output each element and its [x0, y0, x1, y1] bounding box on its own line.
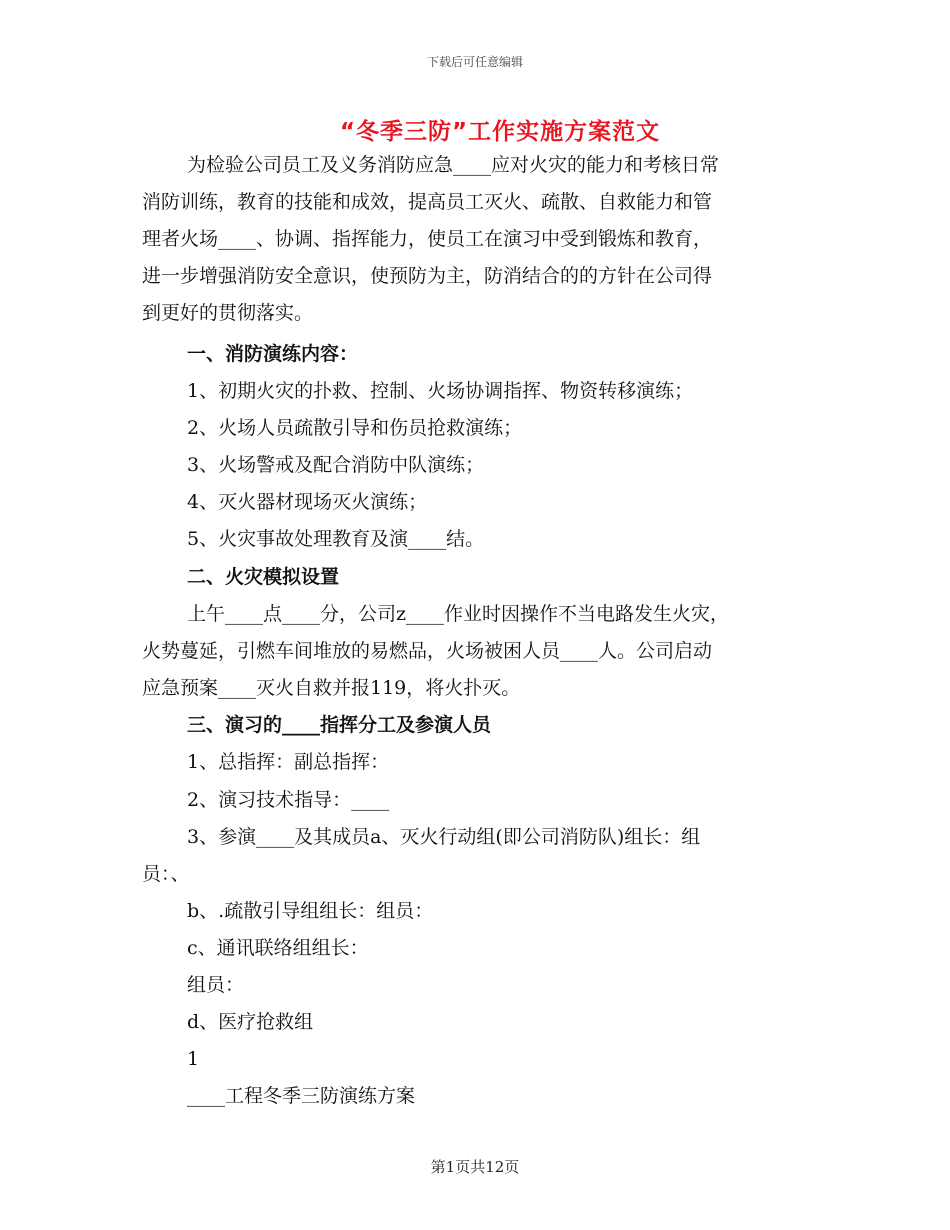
- intro-line-2: 消防训练，教育的技能和成效，提高员工灭火、疏散、自救能力和管: [142, 191, 713, 213]
- intro-line-4: 进一步增强消防安全意识，使预防为主，防消结合的的方针在公司得: [142, 265, 713, 287]
- page-marker: 1: [187, 1048, 200, 1070]
- section1-item-4: 4、灭火器材现场灭火演练；: [187, 491, 428, 513]
- intro-line-3: 理者火场____、协调、指挥能力，使员工在演习中受到锻炼和教育，: [142, 228, 713, 250]
- section3-line-8: d、医疗抢救组: [187, 1011, 314, 1033]
- section2-heading: 二、火灾模拟设置: [187, 566, 340, 588]
- section1-item-3: 3、火场警戒及配合消防中队演练；: [187, 454, 485, 476]
- document-title: “冬季三防”工作实施方案范文: [339, 119, 661, 145]
- section1-item-5: 5、火灾事故处理教育及演____结。: [187, 528, 485, 550]
- section3-line-3: 3、参演____及其成员a、灭火行动组(即公司消防队)组长：组: [187, 826, 701, 848]
- intro-line-1: 为检验公司员工及义务消防应急____应对火灾的能力和考核日常: [187, 154, 720, 176]
- section1-item-1: 1、初期火灾的扑救、控制、火场协调指挥、物资转移演练；: [187, 380, 694, 402]
- section3-line-10: ____工程冬季三防演练方案: [187, 1085, 416, 1107]
- section3-line-5: b、.疏散引导组组长：组员：: [187, 900, 434, 922]
- section2-line-2: 火势蔓延，引燃车间堆放的易燃品，火场被困人员____人。公司启动: [142, 640, 713, 662]
- section2-line-3: 应急预案____灭火自救并报119，将火扑灭。: [142, 677, 521, 699]
- section3-line-7: 组员：: [187, 974, 245, 996]
- page-footer: 第1页共12页: [430, 1158, 520, 1176]
- section1-heading: 一、消防演练内容：: [187, 343, 359, 365]
- section3-heading: 三、演习的____指挥分工及参演人员: [187, 714, 492, 736]
- section3-line-6: c、通讯联络组组长：: [187, 937, 369, 959]
- intro-line-5: 到更好的贯彻落实。: [142, 302, 314, 324]
- section3-line-1: 1、总指挥：副总指挥：: [187, 751, 390, 773]
- section3-line-4: 员：、: [142, 863, 190, 885]
- section1-item-2: 2、火场人员疏散引导和伤员抢救演练；: [187, 417, 523, 439]
- header-note: 下载后可任意编辑: [426, 55, 523, 69]
- section2-line-1: 上午____点____分，公司z____作业时因操作不当电路发生火灾，: [187, 603, 730, 625]
- section3-line-2: 2、演习技术指导：____: [187, 789, 390, 811]
